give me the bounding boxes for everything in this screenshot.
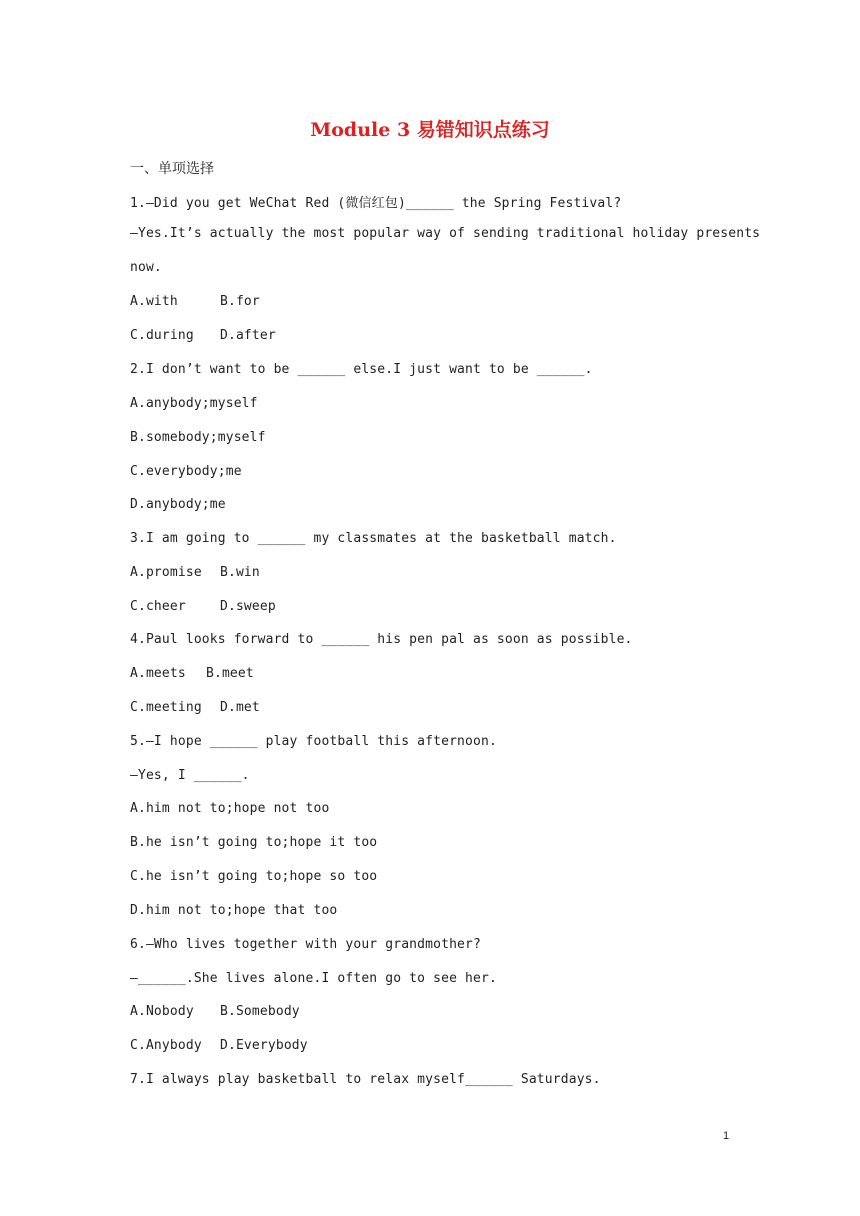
- question-6-options-cd: [130, 1038, 308, 1053]
- question-4-options-cd: [130, 700, 260, 715]
- option-d: D.Everybody: [220, 1038, 308, 1053]
- option-b: B.for: [220, 294, 260, 309]
- option-b: B.Somebody: [220, 1004, 300, 1019]
- question-6-options-ab: [130, 1004, 300, 1019]
- option-b: B.meet: [206, 666, 254, 681]
- option-c: C.during: [130, 328, 194, 343]
- question-4-options-ab: [130, 666, 254, 681]
- question-1-reply-cont: now.: [130, 260, 162, 275]
- page-number: 1: [723, 1130, 730, 1142]
- option-a: A.him not to;hope not too: [130, 801, 330, 816]
- option-a: A.promise: [130, 565, 202, 580]
- question-1-options-ab: [130, 294, 260, 309]
- question-5-reply: —Yes, I ______.: [130, 768, 250, 783]
- question-1-stem: 1.—Did you get WeChat Red (微信红包)______ the Spring Festival?: [130, 196, 622, 211]
- option-a: A.Nobody: [130, 1004, 194, 1019]
- option-c: C.everybody;me: [130, 464, 242, 479]
- section-heading: 一、单项选择: [130, 161, 214, 177]
- option-d: D.after: [220, 328, 276, 343]
- option-c: C.meeting: [130, 700, 202, 715]
- question-6-stem: 6.—Who lives together with your grandmother?: [130, 937, 481, 952]
- question-5-stem: 5.—I hope ______ play football this afternoon.: [130, 734, 497, 749]
- option-c: C.cheer: [130, 599, 186, 614]
- option-c: C.he isn’t going to;hope so too: [130, 869, 378, 884]
- option-a: A.meets: [130, 666, 186, 681]
- option-d: D.anybody;me: [130, 497, 226, 512]
- option-d: D.sweep: [220, 599, 276, 614]
- option-b: B.he isn’t going to;hope it too: [130, 835, 378, 850]
- question-3-stem: 3.I am going to ______ my classmates at the basketball match.: [130, 531, 617, 546]
- option-a: A.with: [130, 294, 178, 309]
- option-a: A.anybody;myself: [130, 396, 258, 411]
- option-b: B.somebody;myself: [130, 430, 266, 445]
- option-d: D.him not to;hope that too: [130, 903, 338, 918]
- question-7-stem: 7.I always play basketball to relax myself______ Saturdays.: [130, 1072, 601, 1087]
- question-6-reply: —______.She lives alone.I often go to see her.: [130, 971, 497, 986]
- option-b: B.win: [220, 565, 260, 580]
- question-3-options-cd: [130, 599, 276, 614]
- page-title: Module 3 易错知识点练习: [310, 119, 550, 141]
- option-c: C.Anybody: [130, 1038, 202, 1053]
- question-3-options-ab: [130, 565, 260, 580]
- option-d: D.met: [220, 700, 260, 715]
- question-1-options-cd: [130, 328, 276, 343]
- question-2-stem: 2.I don’t want to be ______ else.I just want to be ______.: [130, 362, 593, 377]
- question-1-reply: —Yes.It’s actually the most popular way of sending traditional holiday presents: [130, 226, 761, 241]
- question-4-stem: 4.Paul looks forward to ______ his pen pal as soon as possible.: [130, 632, 633, 647]
